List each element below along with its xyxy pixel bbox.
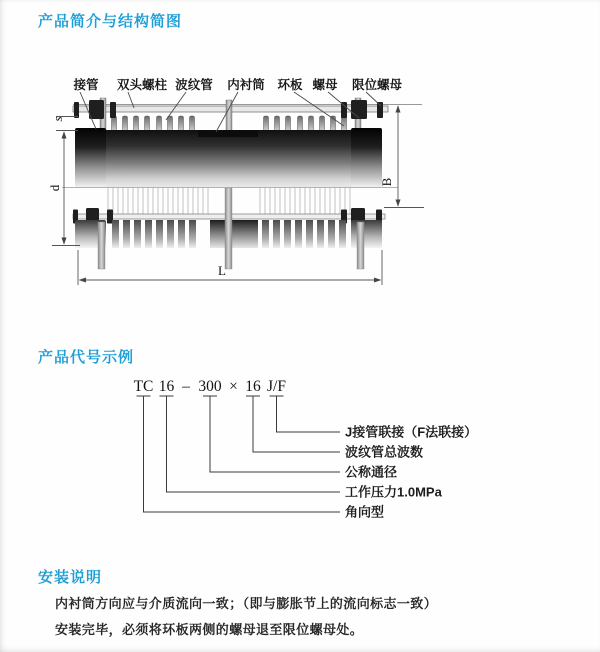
section-title-code: 产品代号示例 (38, 349, 135, 366)
product-code-diagram (0, 368, 600, 533)
callout-angular-type: 角向型 (345, 504, 385, 520)
callout-connection: J接管联接（F法联接） (345, 424, 478, 440)
callout-wave-count: 波纹管总波数 (345, 444, 424, 460)
code-token-waves: 16 (245, 378, 261, 395)
callout-labels (345, 425, 477, 520)
install-note-line2: 安装完毕，必须将环板两侧的螺母退至限位螺母处。 (55, 621, 364, 637)
dimension-B (379, 106, 424, 208)
code-token-diameter: 300 (198, 378, 222, 395)
code-token-type: TC (133, 378, 154, 395)
dim-label-d: d (47, 184, 62, 192)
part-label-bowenguan: 波纹管 (175, 78, 213, 92)
install-note-line1: 内衬筒方向应与介质流向一致；（即与膨胀节上的流向标志一致） (55, 596, 438, 611)
inner-liner-band (198, 130, 258, 137)
part-label-jieguan: 接管 (73, 78, 99, 92)
code-token-times: × (229, 378, 238, 395)
tie-rod-upper (73, 105, 422, 113)
dim-label-L: L (218, 263, 226, 278)
part-label-xianweiluomu: 限位螺母 (351, 78, 403, 92)
install-notes (55, 591, 555, 642)
part-label-luomu: 螺母 (312, 78, 338, 92)
section-title-intro: 产品简介与结构简图 (38, 13, 183, 30)
part-label-neichentong: 内衬筒 (227, 78, 265, 92)
section-title-install: 安装说明 (38, 569, 103, 586)
code-tokens (134, 378, 287, 395)
callout-working-pressure: 工作压力1.0MPa (345, 484, 442, 500)
dim-label-s: s (50, 116, 65, 122)
part-label-huanban: 环板 (277, 78, 303, 92)
dim-label-B: B (379, 177, 394, 187)
callout-lines (137, 396, 341, 512)
dimension-s (50, 116, 78, 130)
code-token-connection: J/F (267, 378, 286, 395)
structure-diagram (0, 62, 600, 312)
code-token-pressure: 16 (158, 378, 175, 395)
callout-nominal-diameter: 公称通径 (345, 464, 398, 480)
part-labels (72, 77, 402, 92)
joint-body-upper (75, 128, 382, 187)
part-label-shuangtouluozhu: 双头螺柱 (116, 78, 168, 92)
code-token-dash: – (182, 378, 190, 395)
